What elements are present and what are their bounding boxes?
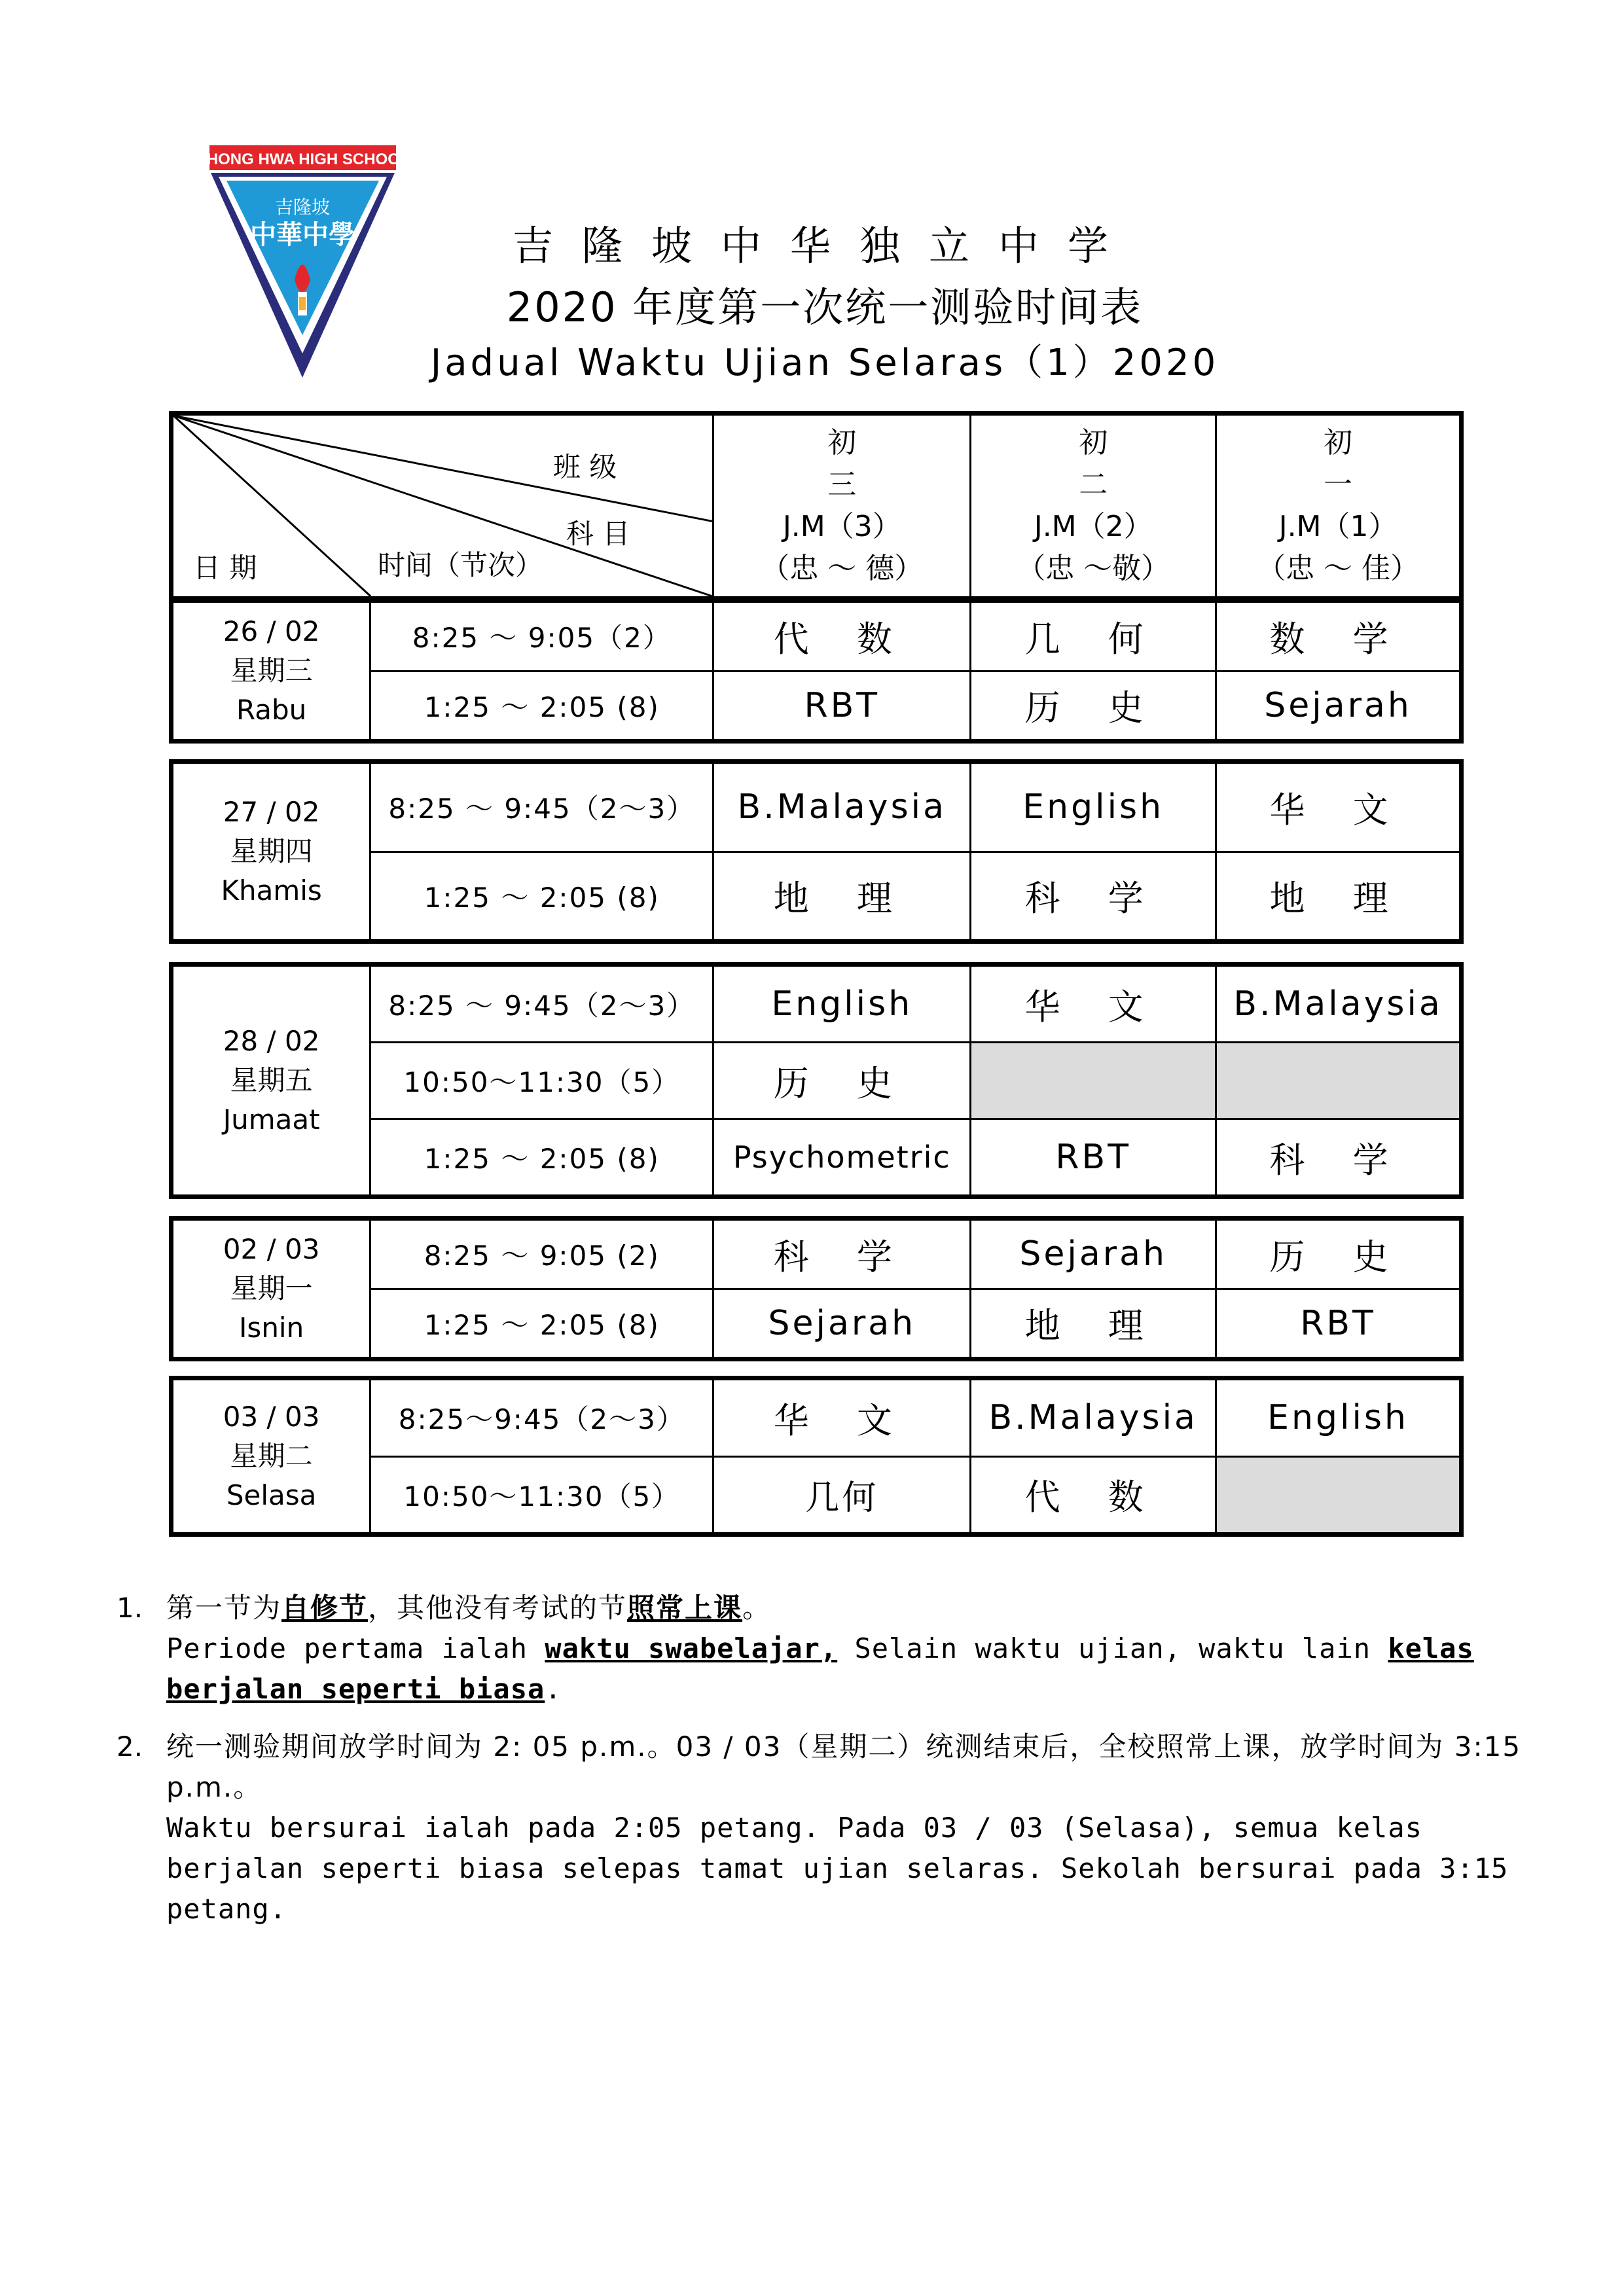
note-item	[117, 1588, 1530, 1710]
note-item	[117, 1727, 1530, 1929]
subject-cell: 几何	[713, 1456, 971, 1534]
subject-cell: 地 理	[713, 852, 971, 941]
subject-cell: RBT	[1216, 1289, 1460, 1358]
time-cell: 8:25 ～ 9:45（2～3）	[370, 966, 713, 1043]
logo-small-text: 吉隆坡	[274, 196, 331, 218]
empty-slot-cell	[1216, 1043, 1460, 1119]
time-cell: 1:25 ～ 2:05 (8)	[370, 671, 713, 740]
note-text-ms: Waktu bersurai ialah pada 2:05 petang. Pada 03 / 03 (Selasa), semua kelas berjalan seperti biasa selepas tamat ujian selaras. Sekolah bersurai pada 3:15 petang.	[166, 1812, 1509, 1925]
note-number: 2.	[117, 1731, 143, 1763]
note-text-cn: 统一测验期间放学时间为 2: 05 p.m.。03 / 03（星期二）统测结束后，全校照常上课，放学时间为 3:15 p.m.。	[166, 1731, 1522, 1803]
date-cell: 26 / 02 星期三 Rabu	[173, 602, 370, 740]
date-cell: 03 / 03 星期二 Selasa	[173, 1380, 370, 1534]
schedule-day-block	[169, 759, 1464, 944]
empty-slot-cell	[1216, 1456, 1460, 1534]
time-cell: 10:50～11:30（5）	[370, 1043, 713, 1119]
time-cell: 10:50～11:30（5）	[370, 1456, 713, 1534]
logo-banner-text: CHONG HWA HIGH SCHOOL	[195, 151, 410, 168]
class-header-form3: 初 三 J.M（3） （忠 ～ 德）	[713, 415, 971, 598]
subject-cell: 华 文	[1216, 763, 1460, 852]
school-title: 吉隆坡中华独立中学	[512, 222, 1137, 270]
logo-large-text: 中華中學	[250, 220, 355, 250]
time-cell: 1:25 ～ 2:05 (8)	[370, 852, 713, 941]
subject-cell: RBT	[713, 671, 971, 740]
class-header-form2: 初 二 J.M（2） （忠 ～敬）	[971, 415, 1216, 598]
subject-cell: 代 数	[971, 1456, 1216, 1534]
corner-label-time: 时间（节次）	[378, 549, 543, 581]
notes-section	[117, 1588, 1530, 1946]
date-cell: 27 / 02 星期四 Khamis	[173, 763, 370, 941]
subject-cell: 科 学	[1216, 1119, 1460, 1196]
time-cell: 8:25～9:45（2～3）	[370, 1380, 713, 1457]
time-cell: 8:25 ～ 9:45（2～3）	[370, 763, 713, 852]
time-cell: 8:25 ～ 9:05 (2)	[370, 1220, 713, 1289]
subject-cell: Sejarah	[971, 1220, 1216, 1289]
subject-cell: English	[971, 763, 1216, 852]
subject-cell: 代 数	[713, 602, 971, 672]
subject-cell: 地 理	[971, 1289, 1216, 1358]
subject-cell: B.Malaysia	[713, 763, 971, 852]
note-text-ms: Periode pertama ialah waktu swabelajar, Selain waktu ujian, waktu lain kelas berjalan seperti biasa.	[166, 1632, 1474, 1705]
subject-cell: 华 文	[713, 1380, 971, 1457]
corner-label-subject: 科 目	[566, 518, 630, 550]
subject-cell: B.Malaysia	[971, 1380, 1216, 1457]
note-number: 1.	[117, 1592, 143, 1624]
note-text-cn: 第一节为自修节，其他没有考试的节照常上课。	[166, 1592, 772, 1624]
subject-cell: 地 理	[1216, 852, 1460, 941]
corner-label-class: 班 级	[553, 451, 617, 483]
subject-cell: 历 史	[713, 1043, 971, 1119]
subject-cell: 数 学	[1216, 602, 1460, 672]
subject-cell: 科 学	[971, 852, 1216, 941]
time-cell: 1:25 ～ 2:05 (8)	[370, 1119, 713, 1196]
subject-cell: English	[713, 966, 971, 1043]
subject-cell: RBT	[971, 1119, 1216, 1196]
header-corner-cell	[173, 415, 713, 598]
schedule-day-block	[169, 598, 1464, 744]
empty-slot-cell	[971, 1043, 1216, 1119]
schedule-day-block	[169, 1216, 1464, 1361]
subject-cell: English	[1216, 1380, 1460, 1457]
subject-cell: 科 学	[713, 1220, 971, 1289]
exam-title-cn: 2020 年度第一次统一测验时间表	[506, 283, 1144, 331]
subject-cell: Sejarah	[713, 1289, 971, 1358]
subject-cell: Psychometric	[713, 1119, 971, 1196]
subject-cell: 历 史	[971, 671, 1216, 740]
subject-cell: 几 何	[971, 602, 1216, 672]
subject-cell: 华 文	[971, 966, 1216, 1043]
corner-label-date: 日 期	[193, 552, 257, 584]
time-cell: 1:25 ～ 2:05 (8)	[370, 1289, 713, 1358]
subject-cell: Sejarah	[1216, 671, 1460, 740]
date-cell: 28 / 02 星期五 Jumaat	[173, 966, 370, 1196]
time-cell: 8:25 ～ 9:05（2）	[370, 602, 713, 672]
schedule-day-block	[169, 962, 1464, 1199]
schedule-header	[169, 411, 1464, 601]
subject-cell: B.Malaysia	[1216, 966, 1460, 1043]
exam-title-ms: Jadual Waktu Ujian Selaras（1）2020	[430, 342, 1219, 384]
date-cell: 02 / 03 星期一 Isnin	[173, 1220, 370, 1358]
subject-cell: 历 史	[1216, 1220, 1460, 1289]
schedule-day-block	[169, 1376, 1464, 1537]
class-header-form1: 初 一 J.M（1） （忠 ～ 佳）	[1216, 415, 1460, 598]
